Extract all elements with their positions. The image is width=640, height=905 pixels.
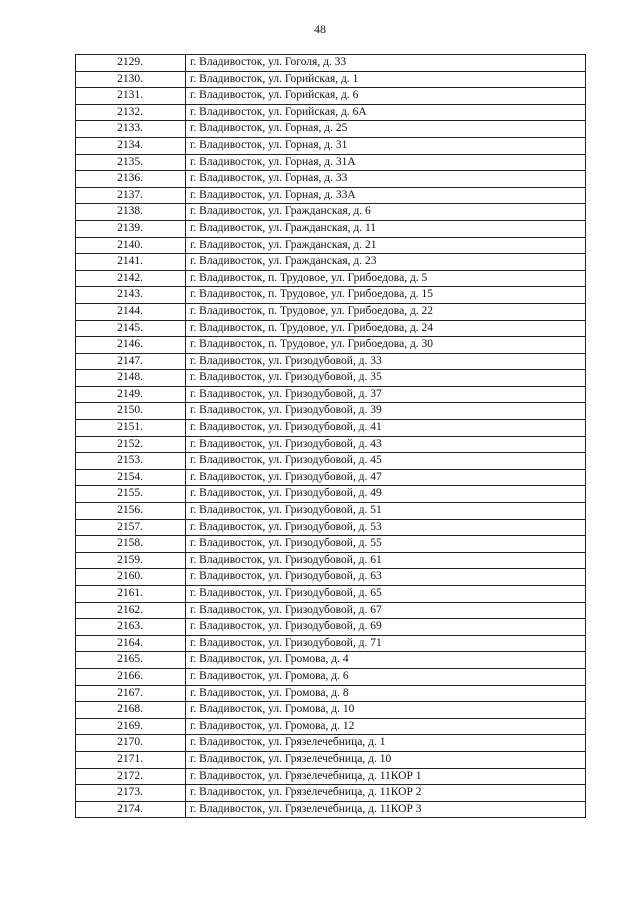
row-number: 2145. xyxy=(76,320,186,337)
row-address: г. Владивосток, п. Трудовое, ул. Грибоедова, д. 5 xyxy=(186,270,586,287)
row-address: г. Владивосток, ул. Гризодубовой, д. 41 xyxy=(186,420,586,437)
row-number: 2136. xyxy=(76,171,186,188)
row-address: г. Владивосток, ул. Громова, д. 8 xyxy=(186,685,586,702)
row-number: 2141. xyxy=(76,254,186,271)
row-address: г. Владивосток, ул. Грязелечебница, д. 11КОР 3 xyxy=(186,801,586,818)
row-number: 2163. xyxy=(76,619,186,636)
row-number: 2172. xyxy=(76,768,186,785)
table-row xyxy=(76,254,586,271)
row-number: 2155. xyxy=(76,486,186,503)
row-address: г. Владивосток, ул. Горийская, д. 1 xyxy=(186,71,586,88)
row-number: 2171. xyxy=(76,751,186,768)
table-row xyxy=(76,586,586,603)
row-address: г. Владивосток, ул. Горная, д. 31 xyxy=(186,137,586,154)
row-number: 2161. xyxy=(76,586,186,603)
table-row xyxy=(76,436,586,453)
table-row xyxy=(76,386,586,403)
row-number: 2133. xyxy=(76,121,186,138)
row-number: 2151. xyxy=(76,420,186,437)
table-row xyxy=(76,121,586,138)
table-row xyxy=(76,718,586,735)
table-row xyxy=(76,287,586,304)
table-row xyxy=(76,187,586,204)
row-number: 2153. xyxy=(76,453,186,470)
row-address: г. Владивосток, ул. Грязелечебница, д. 11КОР 1 xyxy=(186,768,586,785)
row-number: 2146. xyxy=(76,337,186,354)
table-row xyxy=(76,602,586,619)
table-row xyxy=(76,469,586,486)
table-row xyxy=(76,635,586,652)
row-number: 2170. xyxy=(76,735,186,752)
row-address: г. Владивосток, ул. Гражданская, д. 6 xyxy=(186,204,586,221)
row-number: 2130. xyxy=(76,71,186,88)
row-number: 2148. xyxy=(76,370,186,387)
row-number: 2154. xyxy=(76,469,186,486)
row-address: г. Владивосток, ул. Гризодубовой, д. 61 xyxy=(186,552,586,569)
row-address: г. Владивосток, ул. Громова, д. 10 xyxy=(186,702,586,719)
row-address: г. Владивосток, ул. Горная, д. 25 xyxy=(186,121,586,138)
row-address: г. Владивосток, ул. Гризодубовой, д. 55 xyxy=(186,536,586,553)
table-row xyxy=(76,453,586,470)
row-number: 2134. xyxy=(76,137,186,154)
table-row xyxy=(76,702,586,719)
row-number: 2174. xyxy=(76,801,186,818)
table-row xyxy=(76,685,586,702)
table-row xyxy=(76,536,586,553)
row-address: г. Владивосток, ул. Горийская, д. 6А xyxy=(186,104,586,121)
row-address: г. Владивосток, ул. Громова, д. 12 xyxy=(186,718,586,735)
row-number: 2149. xyxy=(76,386,186,403)
row-number: 2156. xyxy=(76,503,186,520)
table-row xyxy=(76,668,586,685)
row-number: 2158. xyxy=(76,536,186,553)
table-row xyxy=(76,552,586,569)
table-row xyxy=(76,801,586,818)
row-number: 2131. xyxy=(76,88,186,105)
row-address: г. Владивосток, ул. Гризодубовой, д. 71 xyxy=(186,635,586,652)
table-row xyxy=(76,569,586,586)
row-number: 2166. xyxy=(76,668,186,685)
table-row xyxy=(76,420,586,437)
row-number: 2138. xyxy=(76,204,186,221)
row-address: г. Владивосток, п. Трудовое, ул. Грибоедова, д. 24 xyxy=(186,320,586,337)
row-address: г. Владивосток, ул. Гризодубовой, д. 45 xyxy=(186,453,586,470)
row-number: 2143. xyxy=(76,287,186,304)
row-number: 2135. xyxy=(76,154,186,171)
table-row xyxy=(76,237,586,254)
row-number: 2162. xyxy=(76,602,186,619)
page-number: 48 xyxy=(314,22,326,36)
row-number: 2159. xyxy=(76,552,186,569)
row-address: г. Владивосток, ул. Гризодубовой, д. 63 xyxy=(186,569,586,586)
row-number: 2140. xyxy=(76,237,186,254)
row-address: г. Владивосток, ул. Горная, д. 31А xyxy=(186,154,586,171)
row-address: г. Владивосток, ул. Гоголя, д. 33 xyxy=(186,55,586,72)
row-address: г. Владивосток, ул. Гризодубовой, д. 47 xyxy=(186,469,586,486)
table-row xyxy=(76,171,586,188)
row-number: 2165. xyxy=(76,652,186,669)
table-row xyxy=(76,137,586,154)
row-number: 2169. xyxy=(76,718,186,735)
table-row xyxy=(76,486,586,503)
table-row xyxy=(76,735,586,752)
row-address: г. Владивосток, ул. Горийская, д. 6 xyxy=(186,88,586,105)
table-row xyxy=(76,503,586,520)
table-row xyxy=(76,320,586,337)
row-address: г. Владивосток, ул. Гризодубовой, д. 53 xyxy=(186,519,586,536)
row-address: г. Владивосток, ул. Гризодубовой, д. 67 xyxy=(186,602,586,619)
row-number: 2129. xyxy=(76,55,186,72)
row-number: 2137. xyxy=(76,187,186,204)
row-address: г. Владивосток, ул. Гризодубовой, д. 39 xyxy=(186,403,586,420)
row-address: г. Владивосток, ул. Громова, д. 6 xyxy=(186,668,586,685)
table-row xyxy=(76,403,586,420)
row-address: г. Владивосток, ул. Гризодубовой, д. 33 xyxy=(186,353,586,370)
table-row xyxy=(76,204,586,221)
row-address: г. Владивосток, ул. Гризодубовой, д. 35 xyxy=(186,370,586,387)
address-table xyxy=(75,54,586,818)
table-row xyxy=(76,104,586,121)
row-address: г. Владивосток, ул. Гризодубовой, д. 51 xyxy=(186,503,586,520)
row-address: г. Владивосток, ул. Гражданская, д. 11 xyxy=(186,220,586,237)
table-row xyxy=(76,337,586,354)
row-address: г. Владивосток, п. Трудовое, ул. Грибоедова, д. 15 xyxy=(186,287,586,304)
row-number: 2164. xyxy=(76,635,186,652)
row-number: 2144. xyxy=(76,303,186,320)
row-address: г. Владивосток, ул. Гризодубовой, д. 43 xyxy=(186,436,586,453)
table-row xyxy=(76,370,586,387)
row-address: г. Владивосток, п. Трудовое, ул. Грибоедова, д. 22 xyxy=(186,303,586,320)
table-row xyxy=(76,270,586,287)
row-address: г. Владивосток, ул. Грязелечебница, д. 1 xyxy=(186,735,586,752)
row-number: 2150. xyxy=(76,403,186,420)
table-row xyxy=(76,652,586,669)
table-row xyxy=(76,88,586,105)
row-address: г. Владивосток, ул. Гризодубовой, д. 69 xyxy=(186,619,586,636)
address-table-body xyxy=(76,55,586,818)
row-number: 2167. xyxy=(76,685,186,702)
row-address: г. Владивосток, ул. Гражданская, д. 23 xyxy=(186,254,586,271)
table-row xyxy=(76,519,586,536)
row-address: г. Владивосток, ул. Горная, д. 33А xyxy=(186,187,586,204)
row-address: г. Владивосток, ул. Громова, д. 4 xyxy=(186,652,586,669)
table-row xyxy=(76,353,586,370)
row-number: 2139. xyxy=(76,220,186,237)
row-number: 2147. xyxy=(76,353,186,370)
row-number: 2142. xyxy=(76,270,186,287)
row-address: г. Владивосток, п. Трудовое, ул. Грибоедова, д. 30 xyxy=(186,337,586,354)
row-number: 2152. xyxy=(76,436,186,453)
row-number: 2157. xyxy=(76,519,186,536)
table-row xyxy=(76,785,586,802)
row-address: г. Владивосток, ул. Гризодубовой, д. 65 xyxy=(186,586,586,603)
row-number: 2173. xyxy=(76,785,186,802)
table-row xyxy=(76,768,586,785)
table-row xyxy=(76,71,586,88)
row-address: г. Владивосток, ул. Гризодубовой, д. 49 xyxy=(186,486,586,503)
row-address: г. Владивосток, ул. Грязелечебница, д. 10 xyxy=(186,751,586,768)
row-number: 2168. xyxy=(76,702,186,719)
row-number: 2160. xyxy=(76,569,186,586)
table-row xyxy=(76,55,586,72)
row-address: г. Владивосток, ул. Грязелечебница, д. 11КОР 2 xyxy=(186,785,586,802)
row-number: 2132. xyxy=(76,104,186,121)
table-row xyxy=(76,303,586,320)
table-row xyxy=(76,751,586,768)
table-row xyxy=(76,154,586,171)
row-address: г. Владивосток, ул. Гризодубовой, д. 37 xyxy=(186,386,586,403)
row-address: г. Владивосток, ул. Горная, д. 33 xyxy=(186,171,586,188)
row-address: г. Владивосток, ул. Гражданская, д. 21 xyxy=(186,237,586,254)
table-row xyxy=(76,619,586,636)
table-row xyxy=(76,220,586,237)
